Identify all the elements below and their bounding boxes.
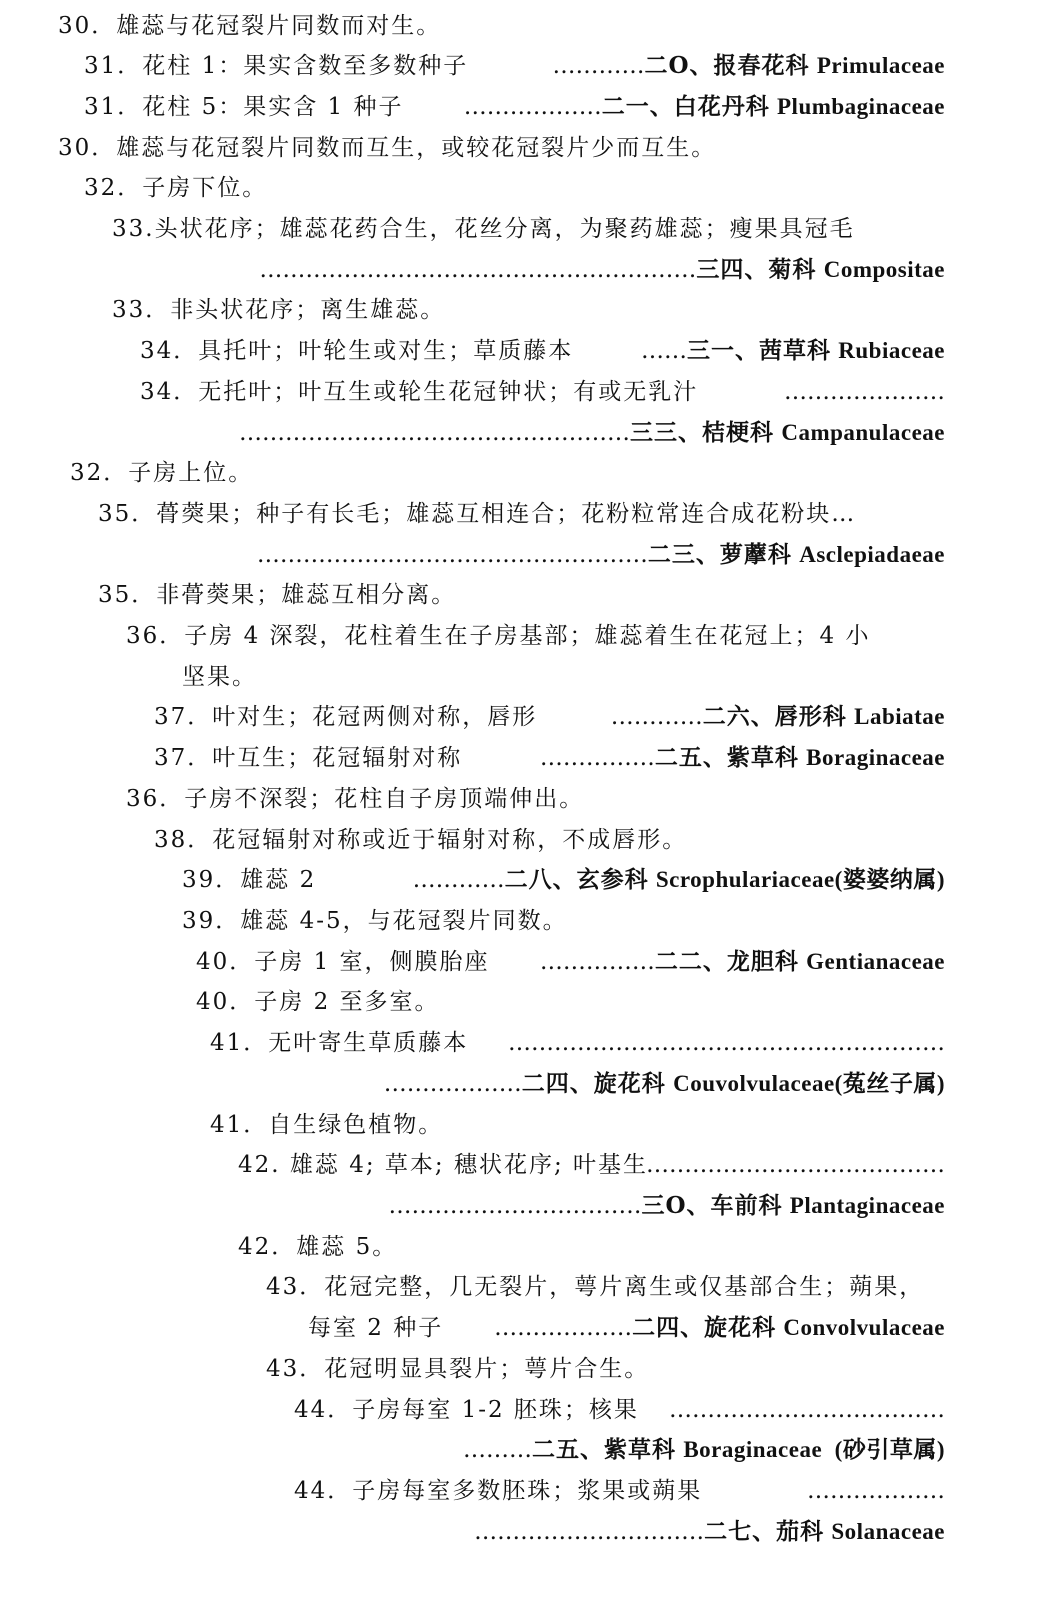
key-result	[463, 1430, 945, 1470]
key-result	[464, 87, 945, 127]
family-name-zh: 二八、玄参科	[504, 866, 649, 893]
key-line	[0, 901, 1041, 941]
key-text: 32．子房上位。	[70, 460, 254, 486]
family-name-zh: 二五、紫草科	[654, 744, 799, 771]
key-line	[0, 1471, 1041, 1511]
key-line	[0, 1267, 1041, 1307]
key-text: 41．自生绿色植物。	[210, 1112, 444, 1138]
key-text: 43．花冠完整，几无裂片，萼片离生或仅基部合生；蒴果，	[266, 1274, 925, 1300]
key-result	[611, 697, 945, 737]
family-name-latin: Solanaceae	[831, 1519, 945, 1544]
key-line	[0, 1512, 1041, 1552]
key-text: 37．叶对生；花冠两侧对称，唇形	[154, 704, 538, 730]
key-line	[0, 290, 1041, 330]
leader-dots: ……………	[539, 745, 655, 771]
key-result	[540, 942, 945, 982]
family-name-latin: Plantaginaceae	[789, 1193, 945, 1218]
leader-dots: …………………………………………………	[259, 257, 697, 283]
key-line	[0, 6, 1041, 46]
key-result	[494, 1308, 945, 1348]
key-result	[413, 860, 945, 900]
key-line	[0, 128, 1041, 168]
leader-dots: …………	[412, 867, 505, 893]
family-name-latin: Compositae	[823, 257, 945, 282]
key-result	[384, 1064, 945, 1104]
key-line	[0, 1227, 1041, 1267]
family-name-latin: Campanulaceae	[781, 420, 945, 445]
leader-dots: …………………	[784, 379, 945, 405]
key-text: 39．雄蕊 4-5，与花冠裂片同数。	[182, 908, 568, 934]
key-result	[540, 738, 945, 778]
key-line	[0, 331, 1041, 371]
key-line	[0, 820, 1041, 860]
key-result	[259, 250, 945, 290]
key-text: 39．雄蕊 2	[182, 867, 317, 893]
key-result	[641, 331, 945, 371]
key-result	[784, 372, 945, 412]
family-name-zh: 二三、萝藦科	[647, 541, 792, 568]
key-text: 41．无叶寄生草质藤本	[210, 1030, 469, 1056]
key-line	[0, 453, 1041, 493]
key-text: 38．花冠辐射对称或近于辐射对称，不成唇形。	[154, 827, 688, 853]
family-name-zh: 二四、旋花科	[521, 1070, 666, 1097]
key-line	[0, 982, 1041, 1022]
key-text: 35．非蓇葖果；雄蕊互相分离。	[98, 582, 457, 608]
leader-dots: …………………………………	[646, 1152, 945, 1178]
key-line	[0, 209, 1041, 249]
key-text: 44．子房每室多数胚珠；浆果或蒴果	[294, 1478, 703, 1504]
key-text: 33.头状花序；雄蕊花药合生，花丝分离，为聚药雄蕊；瘦果具冠毛	[112, 216, 855, 242]
leader-dots: ……	[640, 338, 687, 364]
family-name-zh: 三一、茜草科	[686, 337, 831, 364]
family-name-zh: 二O、报春花科	[644, 52, 810, 79]
key-line	[0, 46, 1041, 86]
key-line	[0, 657, 1041, 697]
key-line	[0, 535, 1041, 575]
leader-dots: ……………………………………………	[256, 542, 648, 568]
key-text: 40．子房 2 至多室。	[196, 989, 440, 1015]
family-name-zh: 二六、唇形科	[702, 703, 847, 730]
key-line	[0, 1145, 1041, 1185]
family-name-zh: 三三、桔梗科	[630, 419, 775, 446]
leader-dots: …………………………	[474, 1519, 705, 1545]
family-name-latin: Gentianaceae	[806, 949, 945, 974]
key-text: 34．无托叶；叶互生或轮生花冠钟状；有或无乳汁	[140, 379, 699, 405]
key-text: 32．子房下位。	[84, 175, 268, 201]
leader-dots: ……………………………………………	[239, 420, 631, 446]
key-result	[508, 1023, 945, 1063]
key-text: 31．花柱 1：果实含数至多数种子	[84, 53, 469, 79]
family-name-zh: 二五、紫草科	[532, 1436, 676, 1463]
key-line	[0, 942, 1041, 982]
key-result	[646, 1145, 945, 1185]
key-text: 43．花冠明显具裂片；萼片合生。	[266, 1356, 650, 1382]
key-line	[0, 1105, 1041, 1145]
family-name-latin: Scrophulariaceae(婆婆纳属)	[655, 867, 945, 892]
leader-dots: ……………………………	[388, 1193, 642, 1219]
leader-dots: ………	[463, 1437, 532, 1463]
family-name-latin: Rubiaceae	[838, 338, 945, 363]
family-name-latin: Boraginaceae (砂引草属)	[683, 1437, 945, 1462]
leader-dots: ………………	[383, 1071, 522, 1097]
key-line	[0, 1186, 1041, 1226]
family-name-latin: Boraginaceae	[806, 745, 945, 770]
family-name-zh: 三O、车前科	[641, 1192, 783, 1219]
family-name-latin: Primulaceae	[816, 53, 945, 78]
key-text: 36．子房 4 深裂，花柱着生在子房基部；雄蕊着生在花冠上；4 小	[126, 623, 871, 649]
key-result	[388, 1186, 945, 1226]
leader-dots: ……………	[539, 949, 655, 975]
key-result	[257, 535, 945, 575]
leader-dots: ………………	[463, 94, 602, 120]
key-text: 坚果。	[182, 664, 257, 690]
key-line	[0, 575, 1041, 615]
key-line	[0, 860, 1041, 900]
key-line	[0, 250, 1041, 290]
key-text: 30．雄蕊与花冠裂片同数而对生。	[58, 13, 442, 39]
family-name-zh: 二二、龙胆科	[654, 948, 799, 975]
key-line	[0, 494, 1041, 534]
family-name-latin: Labiatae	[854, 704, 945, 729]
key-result	[553, 46, 945, 86]
key-result	[669, 1390, 945, 1430]
key-text: 37．叶互生；花冠辐射对称	[154, 745, 463, 771]
leader-dots: …………	[610, 704, 703, 730]
key-result	[807, 1471, 945, 1511]
key-text: 42．雄蕊 5。	[238, 1234, 398, 1260]
key-line	[0, 779, 1041, 819]
key-text: 34．具托叶；叶轮生或对生；草质藤本	[140, 338, 574, 364]
leader-dots: ………………	[807, 1478, 945, 1504]
key-text: 36．子房不深裂；花柱自子房顶端伸出。	[126, 786, 585, 812]
key-text: 30．雄蕊与花冠裂片同数而互生，或较花冠裂片少而互生。	[58, 135, 717, 161]
key-line	[0, 616, 1041, 656]
key-result	[474, 1512, 945, 1552]
leader-dots: …………………………………………………	[508, 1030, 945, 1056]
family-name-zh: 二一、白花丹科	[601, 93, 770, 120]
leader-dots: …………	[552, 53, 645, 79]
key-text: 35．蓇葖果；种子有长毛；雄蕊互相连合；花粉粒常连合成花粉块…	[98, 501, 857, 527]
key-line	[0, 1430, 1041, 1470]
leader-dots: ………………………………	[669, 1397, 945, 1423]
key-text: 31．花柱 5：果实含 1 种子	[84, 94, 404, 120]
key-line	[0, 1023, 1041, 1063]
family-name-latin: Asclepiadaeae	[799, 542, 945, 567]
key-line	[0, 738, 1041, 778]
key-text: 42. 雄蕊 4; 草本; 穗状花序; 叶基生	[238, 1152, 649, 1178]
key-line	[0, 372, 1041, 412]
key-line	[0, 697, 1041, 737]
key-line	[0, 413, 1041, 453]
family-name-zh: 三四、菊科	[696, 256, 817, 283]
key-result	[239, 413, 945, 453]
key-line	[0, 168, 1041, 208]
key-text: 每室 2 种子	[308, 1315, 444, 1341]
family-name-latin: Plumbaginaceae	[777, 94, 945, 119]
key-text: 40．子房 1 室，侧膜胎座	[196, 949, 490, 975]
key-line	[0, 1308, 1041, 1348]
family-name-zh: 二七、茄科	[704, 1518, 825, 1545]
family-name-latin: Convolvulaceae	[783, 1315, 945, 1340]
key-text: 33．非头状花序；离生雄蕊。	[112, 297, 446, 323]
key-line	[0, 1349, 1041, 1389]
family-name-latin: Couvolvulaceae(菟丝子属)	[673, 1071, 945, 1096]
key-line	[0, 1390, 1041, 1430]
key-line	[0, 1064, 1041, 1104]
key-line	[0, 87, 1041, 127]
key-text: 44．子房每室 1-2 胚珠；核果	[294, 1397, 639, 1423]
leader-dots: ………………	[494, 1315, 633, 1341]
family-name-zh: 二四、旋花科	[632, 1314, 777, 1341]
